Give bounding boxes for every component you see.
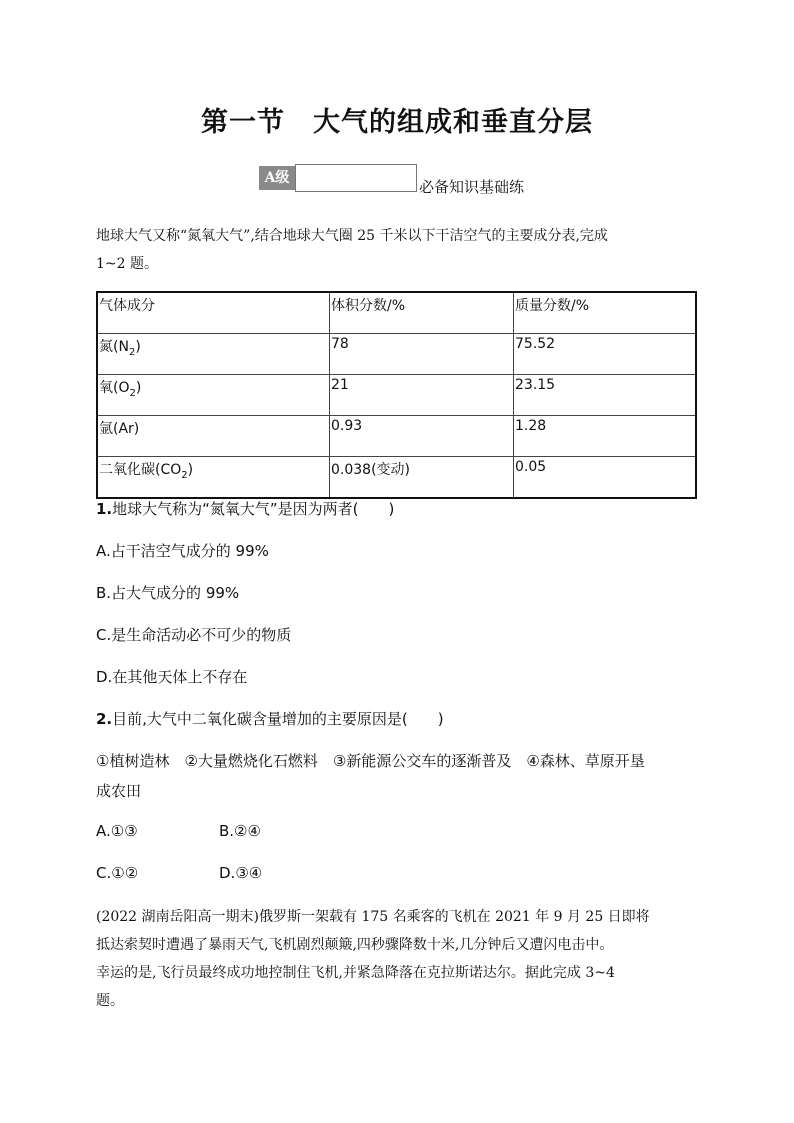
page-title: 第一节 大气的组成和垂直分层	[201, 107, 593, 138]
table-row	[97, 375, 696, 416]
question-1-option-d: D.在其他天体上不存在	[96, 668, 248, 686]
header-gas: 气体成分	[97, 292, 330, 334]
question-1-option-a: A.占干洁空气成分的 99%	[96, 542, 269, 560]
question-1-option-b: B.占大气成分的 99%	[96, 584, 240, 602]
question-2-option-b: B.②④	[219, 822, 261, 840]
cell-gas: 氮$(N_2)$	[97, 334, 330, 375]
passage-line-1: (2022 湖南岳阳高一期末)俄罗斯一架载有 175 名乘客的飞机在 2021 年 9 月 25 日即将	[96, 909, 650, 925]
table-row	[97, 457, 696, 499]
header-mass: 质量分数/%	[514, 292, 697, 334]
cell-volume: 78	[330, 334, 514, 375]
level-badge: A级	[259, 166, 295, 190]
intro-line-1: 地球大气又称“氮氧大气”,结合地球大气圈 25 千米以下干洁空气的主要成分表,完成	[96, 228, 608, 244]
gas-composition-table	[96, 291, 697, 499]
passage-text	[96, 903, 696, 1015]
section-label: 必备知识基础练	[419, 178, 525, 196]
question-2-stem: 2.目前,大气中二氧化碳含量增加的主要原因是( )	[96, 710, 444, 728]
header-volume: 体积分数/%	[330, 292, 514, 334]
passage-line-4: 题。	[96, 993, 124, 1009]
cell-mass: 1.28	[514, 416, 697, 457]
intro-line-2: 1~2 题。	[96, 256, 158, 272]
cell-volume: 0.038(变动)	[330, 457, 514, 499]
table-header-row	[97, 292, 696, 334]
cell-gas: 氩(Ar)	[97, 416, 330, 457]
cell-volume: 0.93	[330, 416, 514, 457]
question-2-option-a: A.①③	[96, 822, 138, 840]
table-row	[97, 416, 696, 457]
score-box	[295, 164, 417, 192]
table-row	[97, 334, 696, 375]
question-2-items-line-2: 成农田	[96, 782, 142, 800]
cell-volume: 21	[330, 375, 514, 416]
cell-gas: 氧$(O_2)$	[97, 375, 330, 416]
cell-mass: 0.05	[514, 457, 697, 499]
question-1-stem: 1.地球大气称为“氮氧大气”是因为两者( )	[96, 500, 395, 518]
question-2-option-d: D.③④	[219, 864, 263, 882]
cell-gas: 二氧化碳$(CO_2)$	[97, 457, 330, 499]
question-1-option-c: C.是生命活动必不可少的物质	[96, 626, 292, 644]
cell-mass: 75.52	[514, 334, 697, 375]
passage-line-2: 抵达索契时遭遇了暴雨天气,飞机剧烈颠簸,四秒骤降数十米,几分钟后又遭闪电击中。	[96, 937, 614, 953]
cell-mass: 23.15	[514, 375, 697, 416]
question-2-items-line-1: ①植树造林 ②大量燃烧化石燃料 ③新能源公交车的逐渐普及 ④森林、草原开垦	[96, 752, 645, 770]
intro-text	[96, 222, 696, 278]
question-2-option-c: C.①②	[96, 864, 139, 882]
passage-line-3: 幸运的是,飞行员最终成功地控制住飞机,并紧急降落在克拉斯诺达尔。据此完成 3~4	[96, 965, 615, 981]
